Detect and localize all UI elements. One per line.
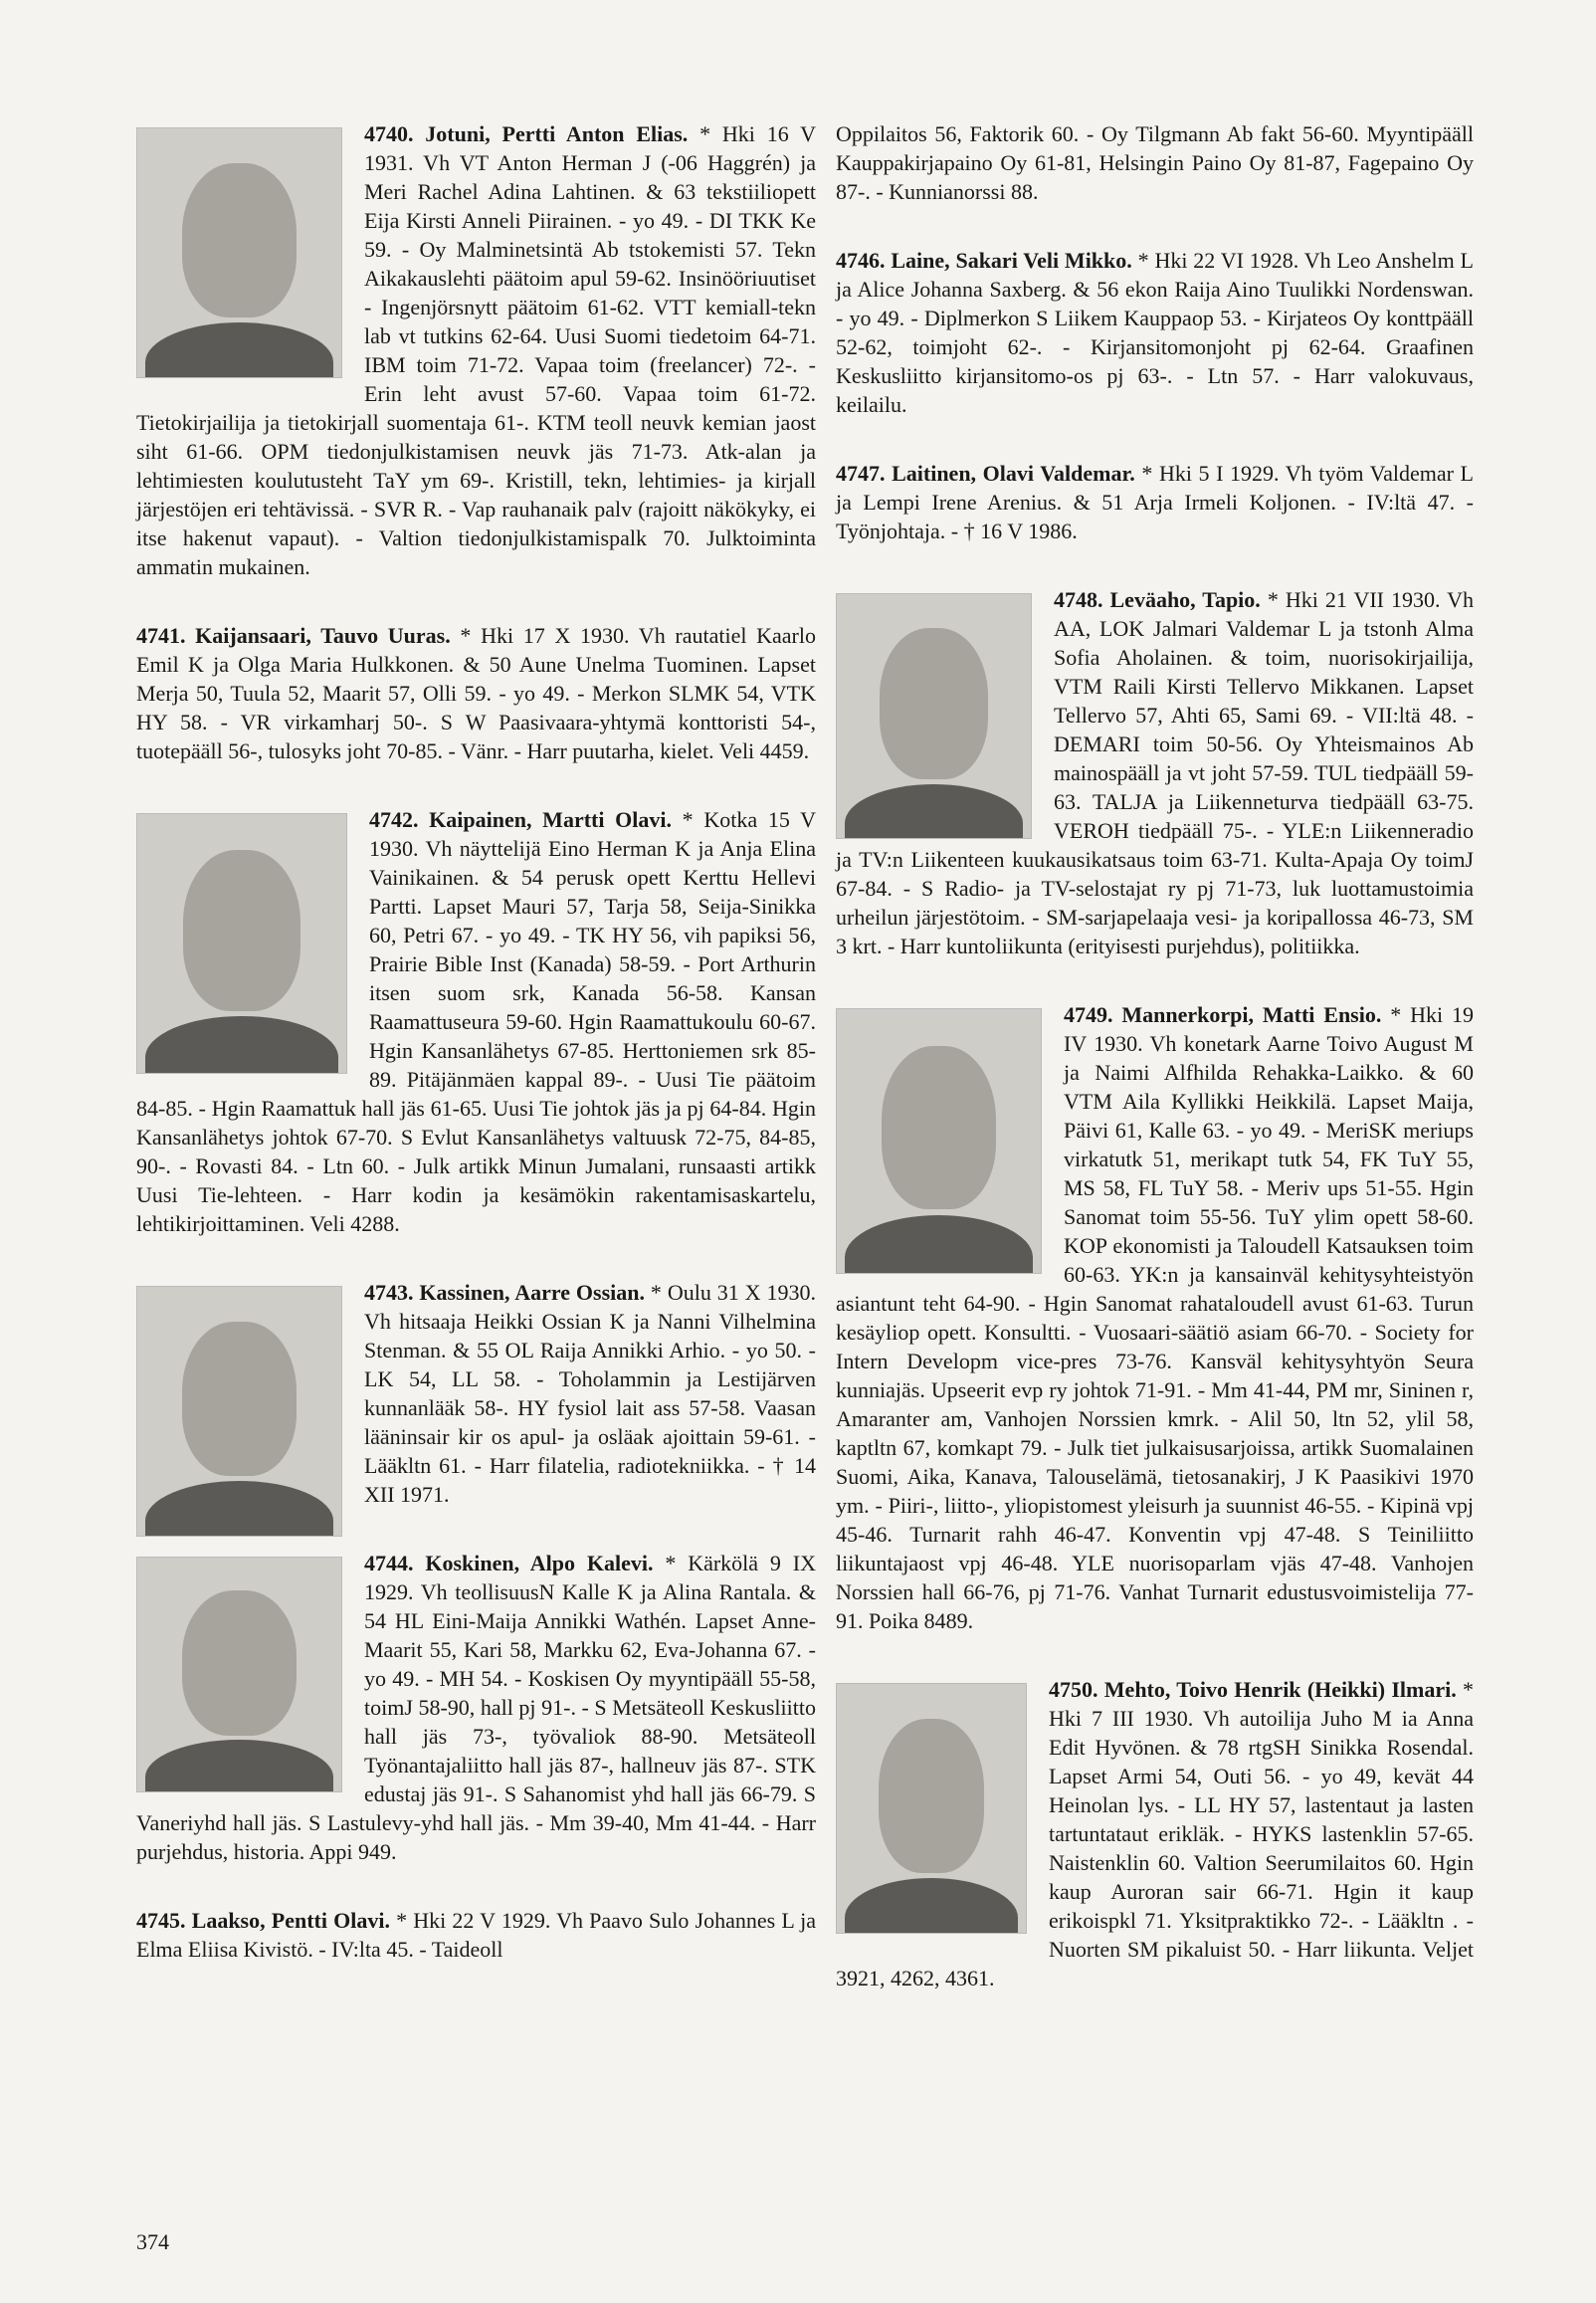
portrait-photo-4742 — [136, 813, 347, 1074]
biography-entry-4745 — [136, 1906, 816, 1964]
entry-text: * Hki 21 VII 1930. Vh AA, LOK Jalmari Valdemar L ja tstonh Alma Sofia Aholainen. & toim, nuorisokirjailija, VTM Raili Kirsti Tellervo Mikkanen. Lapset Tellervo 57, Ahti 65, Sami 69. - VII:ltä 48. - DEMARI toim 50-56. Oy Yhteismainos Ab mainospääll ja vt joht 57-59. TUL tiedpääll 59-63. TALJA ja Liikenneturva tiedpääll 63-75. VEROH tiedpääll 75-. - YLE:n Liikenneradio ja TV:n Liikenteen kuukausikatsaus toim 63-71. Kulta-Apaja Oy toimJ 67-84. - S Radio- ja TV-selostajat ry pj 71-73, luk luottamustoimia urheilun järjestötoim. - SM-sarjapelaaja vesi- ja koripallossa 46-73, SM 3 krt. - Harr kuntoliikunta (erityisesti purjehdus), politiikka. — [836, 587, 1475, 958]
biography-entry-4748 — [836, 585, 1474, 960]
portrait-photo-4750 — [836, 1683, 1027, 1934]
entry-heading: 4740. Jotuni, Pertti Anton Elias. — [364, 121, 689, 146]
portrait-photo-4748 — [836, 593, 1032, 839]
portrait-photo-4743 — [136, 1286, 342, 1537]
biography-entry-4747 — [836, 459, 1474, 545]
entry-text: * Kärkölä 9 IX 1929. Vh teollisuusN Kalle K ja Alina Rantala. & 54 HL Eini-Maija Annikki Wathén. Lapset Anne-Maarit 55, Kari 58, Markku 62, Eva-Johanna 67. - yo 49. - MH 54. - Koskisen Oy myyntipääll 55-58, toimJ 58-90, hall pj 91-. - S Metsäteoll Keskusliitto hall jäs 73-, työvaliok 88-90. Metsäteoll Työnantajaliitto hall jäs 87-, hallneuv jäs 87-. STK edustaj jäs 91-. S Sahanomist yhd hall jäs 66-79. S Vaneriyhd hall jäs. S Lastulevy-yhd hall jäs. - Mm 39-40, Mm 41-44. - Harr purjehdus, historia. Appi 949. — [136, 1551, 816, 1864]
page-number: 374 — [136, 2229, 169, 2254]
biography-entry-4746 — [836, 246, 1474, 419]
entry-text: * Hki 19 IV 1930. Vh konetark Aarne Toivo August M ja Naimi Alfhilda Rehakka-Laikko. & 60 VTM Aila Kyllikki Heikkilä. Lapset Maija, Päivi 61, Kalle 63. - yo 49. - MeriSK meriups virkatutk 51, merikapt tutk 54, FK TuY 55, MS 58, FL TuY 58. - Meriv ups 51-55. Hgin Sanomat toim 55-56. TuY ylim opett 58-60. KOP ekonomisti ja Taloudell Katsauksen toim 60-63. YK:n ja kansainväl kehitysyhteistyön asiantunt teht 64-90. - Hgin Sanomat rahataloudell avust 61-63. Turun kesäyliop opett. Konsultti. - Vuosaari-säätiö asiam 66-70. - Society for Intern Developm vice-pres 73-76. Kansväl kehitysyhtyön Seura kunniajäs. Upseerit evp ry johtok 71-91. - Mm 41-44, PM mr, Sininen r, Amaranter am, Vanhojen Norssien kmrk. - Alil 50, ltn 52, ylil 58, kaptltn 67, komkapt 79. - Julk tiet julkaisusarjoissa, artikk Suomalainen Suomi, Aika, Kanava, Talouselämä, tietosanakirj, J K Paasikivi 1970 ym. - Piiri-, liitto-, yliopistomest yleisurh ja suunnist 46-55. - Kipinä vpj 45-46. Turnarit rahh 46-47. Konventin vpj 47-48. S Teiniliitto liikuntajaost vpj 46-48. YLE nuorisoparlam vjäs 47-48. Vanhojen Norssien hall 66-76, pj 71-76. Vanhat Turnarit edustusvoimistelija 77-91. Poika 8489. — [836, 1002, 1474, 1633]
portrait-photo-4744 — [136, 1557, 342, 1792]
entry-heading: 4745. Laakso, Pentti Olavi. — [136, 1908, 390, 1933]
entry-text: * Hki 5 I 1929. Vh työm Valdemar L ja Lempi Irene Arenius. & 51 Arja Irmeli Koljonen. - IV:ltä 47. - Työnjohtaja. - † 16 V 1986. — [836, 461, 1474, 543]
entry-heading: 4742. Kaipainen, Martti Olavi. — [369, 807, 672, 832]
portrait-photo-4749 — [836, 1008, 1042, 1274]
entry-heading: 4748. Leväaho, Tapio. — [1054, 587, 1261, 612]
entry-heading: 4746. Laine, Sakari Veli Mikko. — [836, 248, 1132, 273]
entry-text: * Hki 7 III 1930. Vh autoilija Juho M ia Anna Edit Hyvönen. & 78 rtgSH Sinikka Rosendal. Lapset Armi 54, Outi 56. - yo 49, kevät 44 Heinolan lys. - LL HY 57, lastentaut ja lasten tartuntataut erikläk. - HYKS lastenklin 57-65. Naistenklin 60. Valtion Seerumilaitos 60. Hgin kaup Auroran sair 66-71. Hgin it kaup erikoispkl 71. Yksitpraktikko 72-. - Lääkltn . - Nuorten SM pikaluist 50. - Harr liikunta. Veljet 3921, 4262, 4361. — [836, 1677, 1475, 1990]
entry-text: * Hki 22 VI 1928. Vh Leo Anshelm L ja Alice Johanna Saxberg. & 56 ekon Raija Aino Tuulikki Nordenswan. - yo 49. - Diplmerkon S Liikem Kauppaop 53. - Kirjateos Oy konttpääll 52-62, toimjoht 62-. - Kirjansitomonjoht pj 62-64. Graafinen Keskusliitto kirjansitomo-os pj 63-. - Ltn 57. - Harr valokuvaus, keilailu. — [836, 248, 1474, 417]
entry-text: * Hki 22 V 1929. Vh Paavo Sulo Johannes L ja Elma Eliisa Kivistö. - IV:lta 45. - Taideoll — [136, 1908, 816, 1962]
entry-text: * Oulu 31 X 1930. Vh hitsaaja Heikki Ossian K ja Nanni Vilhelmina Stenman. & 55 OL Raija Annikki Arhio. - yo 50. - LK 54, LL 58. - Toholammin ja Lestijärven kunnanlääk 58-. HY fysiol lait ass 57-58. Vaasan lääninsair kir os apul- ja osläak ajoittain 59-61. -Lääkltn 61. - Harr filatelia, radiotekniikka. - † 14 XII 1971. — [364, 1280, 816, 1507]
entry-heading: 4741. Kaijansaari, Tauvo Uuras. — [136, 623, 451, 648]
biography-entry-4744 — [136, 1549, 816, 1866]
entry-heading: 4747. Laitinen, Olavi Valdemar. — [836, 461, 1135, 486]
entry-heading: 4743. Kassinen, Aarre Ossian. — [364, 1280, 645, 1305]
biography-entry-4749 — [836, 1000, 1474, 1635]
right-column — [836, 119, 1474, 2032]
entry-text: Oppilaitos 56, Faktorik 60. - Oy Tilgmann Ab fakt 56-60. Myyntipääll Kauppakirjapaino Oy 61-81, Helsingin Paino Oy 81-87, Fagepaino Oy 87-. - Kunnianorssi 88. — [836, 121, 1474, 204]
entry-heading: 4750. Mehto, Toivo Henrik (Heikki) Ilmari. — [1049, 1677, 1457, 1702]
biography-entry-4743 — [136, 1278, 816, 1509]
entry-text: * Hki 16 V 1931. Vh VT Anton Herman J (-06 Haggrén) ja Meri Rachel Adina Lahtinen. & 63 tekstiiliopett Eija Kirsti Anneli Piirainen. - yo 49. - DI TKK Ke 59. - Oy Malminetsintä Ab tstokemisti 57. Tekn Aikakauslehti päätoim apul 59-62. Insinööriuutiset - Ingenjörsnytt päätoim 61-62. VTT kemiall-tekn lab vt tutkins 62-64. Uusi Suomi tiedetoim 64-71. IBM toim 71-72. Vapaa toim (freelancer) 72-. - Erin leht avust 57-60. Vapaa toim 61-72. Tietokirjailija ja tietokirjall suomentaja 61-. KTM teoll neuvk kemian jaost siht 61-66. OPM tiedonjulkistamisen neuvk jäs 71-73. Atk-alan ja lehtimiesten koulutusteht TaY ym 69-. Kristill, tekn, lehtimies- ja kirjall järjestöjen eri tehtävissä. - SVR R. - Vap rauhanaik palv (rajoitt näkökyky, ei itse hakenut vapaut). - Valtion tiedonjulkistamispalk 70. Julktoiminta ammatin mukainen. — [136, 121, 816, 579]
entry-heading: 4744. Koskinen, Alpo Kalevi. — [364, 1551, 654, 1575]
entry-heading: 4749. Mannerkorpi, Matti Ensio. — [1064, 1002, 1382, 1027]
entry-text: * Kotka 15 V 1930. Vh näyttelijä Eino Herman K ja Anja Elina Vainikainen. & 54 perusk opett Kerttu Hellevi Partti. Lapset Mauri 57, Tarja 58, Seija-Sinikka 60, Petri 67. - yo 49. - TK HY 56, vih papiksi 56, Prairie Bible Inst (Kanada) 58-59. - Port Arthurin itsen suom srk, Kanada 56-58. Kansan Raamattuseura 59-60. Hgin Raamattukoulu 60-67. Hgin Kansanlähetys 67-85. Herttoniemen srk 85-89. Pitäjänmäen kappal 89-. - Uusi Tie päätoim 84-85. - Hgin Raamattuk hall jäs 61-65. Uusi Tie johtok jäs ja pj 64-84. Hgin Kansanlähetys johtok 67-70. S Evlut Kansanlähetys valtuusk 72-75, 84-85, 90-. - Rovasti 84. - Ltn 60. - Julk artikk Minun Jumalani, runsaasti artikk Uusi Tie-lehteen. - Harr kodin ja kesämökin rakentamisaskartelu, lehtikirjoittaminen. Veli 4288. — [136, 807, 816, 1236]
biography-entry-4742 — [136, 805, 816, 1238]
biography-entry-4745-continued — [836, 119, 1474, 206]
portrait-photo-4740 — [136, 127, 342, 378]
entry-text: * Hki 17 X 1930. Vh rautatiel Kaarlo Emil K ja Olga Maria Hulkkonen. & 50 Aune Unelma Tuominen. Lapset Merja 50, Tuula 52, Maarit 57, Olli 59. - yo 49. - Merkon SLMK 54, VTK HY 58. - VR virkamharj 50-. S W Paasivaara-yhtymä konttoristi 54-, tuotepääll 56-, tulosyks joht 70-85. - Vänr. - Harr puutarha, kielet. Veli 4459. — [136, 623, 816, 763]
biography-entry-4750 — [836, 1675, 1474, 1992]
left-column — [136, 119, 816, 2003]
biography-entry-4741 — [136, 621, 816, 765]
biography-entry-4740 — [136, 119, 816, 581]
